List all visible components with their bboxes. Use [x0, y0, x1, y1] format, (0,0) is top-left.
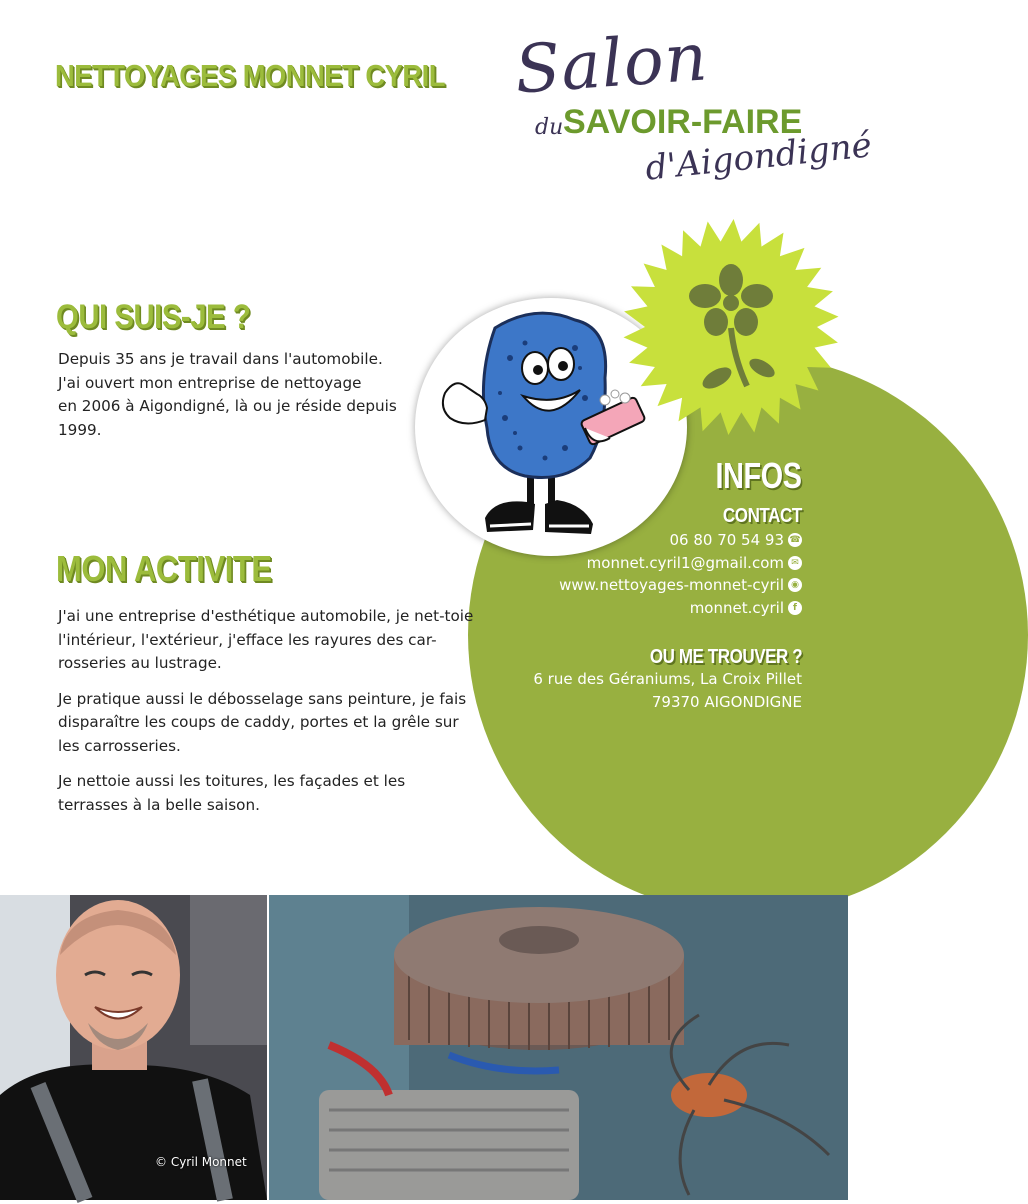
about-line: Depuis 35 ans je travail dans l'automobile.: [58, 350, 383, 368]
email-line: [587, 554, 802, 572]
about-heading: QUI SUIS-JE ?: [56, 298, 251, 336]
logo-aigondigne-text: d'Aigondigné: [643, 125, 874, 189]
activity-heading: MON ACTIVITE: [56, 548, 272, 589]
globe-icon: ◉: [788, 578, 802, 592]
engine-photo: [269, 895, 848, 1200]
phone-number[interactable]: 06 80 70 54 93: [669, 531, 784, 549]
website-line: [559, 576, 802, 594]
contact-heading: CONTACT: [723, 505, 802, 527]
address-line-2: 79370 AIGONDIGNE: [651, 693, 802, 711]
about-text: [58, 348, 418, 442]
facebook-handle[interactable]: monnet.cyril: [689, 599, 784, 617]
logo-du-text: du: [535, 115, 564, 140]
activity-paragraph: J'ai une entreprise d'esthétique automobile, je net-toie l'intérieur, l'extérieur, j'efface les rayures des car-rosseries au lustrage.: [58, 607, 474, 672]
location-heading: OU ME TROUVER ?: [649, 646, 802, 668]
clover-badge: [622, 218, 840, 436]
company-title: NETTOYAGES MONNET CYRIL: [55, 58, 446, 93]
about-line: J'ai ouvert mon entreprise de nettoyage: [58, 373, 362, 392]
activity-paragraph: Je nettoie aussi les toitures, les façades et les terrasses à la belle saison.: [58, 772, 406, 814]
email-address[interactable]: monnet.cyril1@gmail.com: [586, 554, 784, 572]
engine-image: [269, 895, 848, 1200]
activity-paragraph: Je pratique aussi le débosselage sans peinture, je fais disparaître les coups de caddy, portes et la grêle sur les carrosseries.: [58, 689, 467, 755]
facebook-icon: f: [788, 601, 802, 615]
address-line-1: 6 rue des Géraniums, La Croix Pillet: [533, 670, 802, 688]
phone-icon: ☎: [789, 535, 801, 545]
salon-logo: [505, 18, 874, 195]
about-line: en 2006 à Aigondigné, là ou je réside depuis: [58, 397, 397, 415]
logo-savoir-faire-text: SAVOIR-FAIRE: [563, 103, 803, 141]
website-link[interactable]: www.nettoyages-monnet-cyril: [559, 576, 784, 594]
flower-badge-icon: [622, 218, 840, 436]
activity-text: [58, 605, 478, 829]
photo-credit: © Cyril Monnet: [155, 1155, 247, 1169]
infos-heading: INFOS: [715, 455, 802, 496]
about-line: 1999.: [58, 420, 102, 439]
phone-line: [669, 531, 802, 549]
facebook-line: [690, 599, 802, 617]
logo-salon-text: Salon: [512, 18, 711, 109]
mail-icon: ✉: [788, 556, 802, 570]
